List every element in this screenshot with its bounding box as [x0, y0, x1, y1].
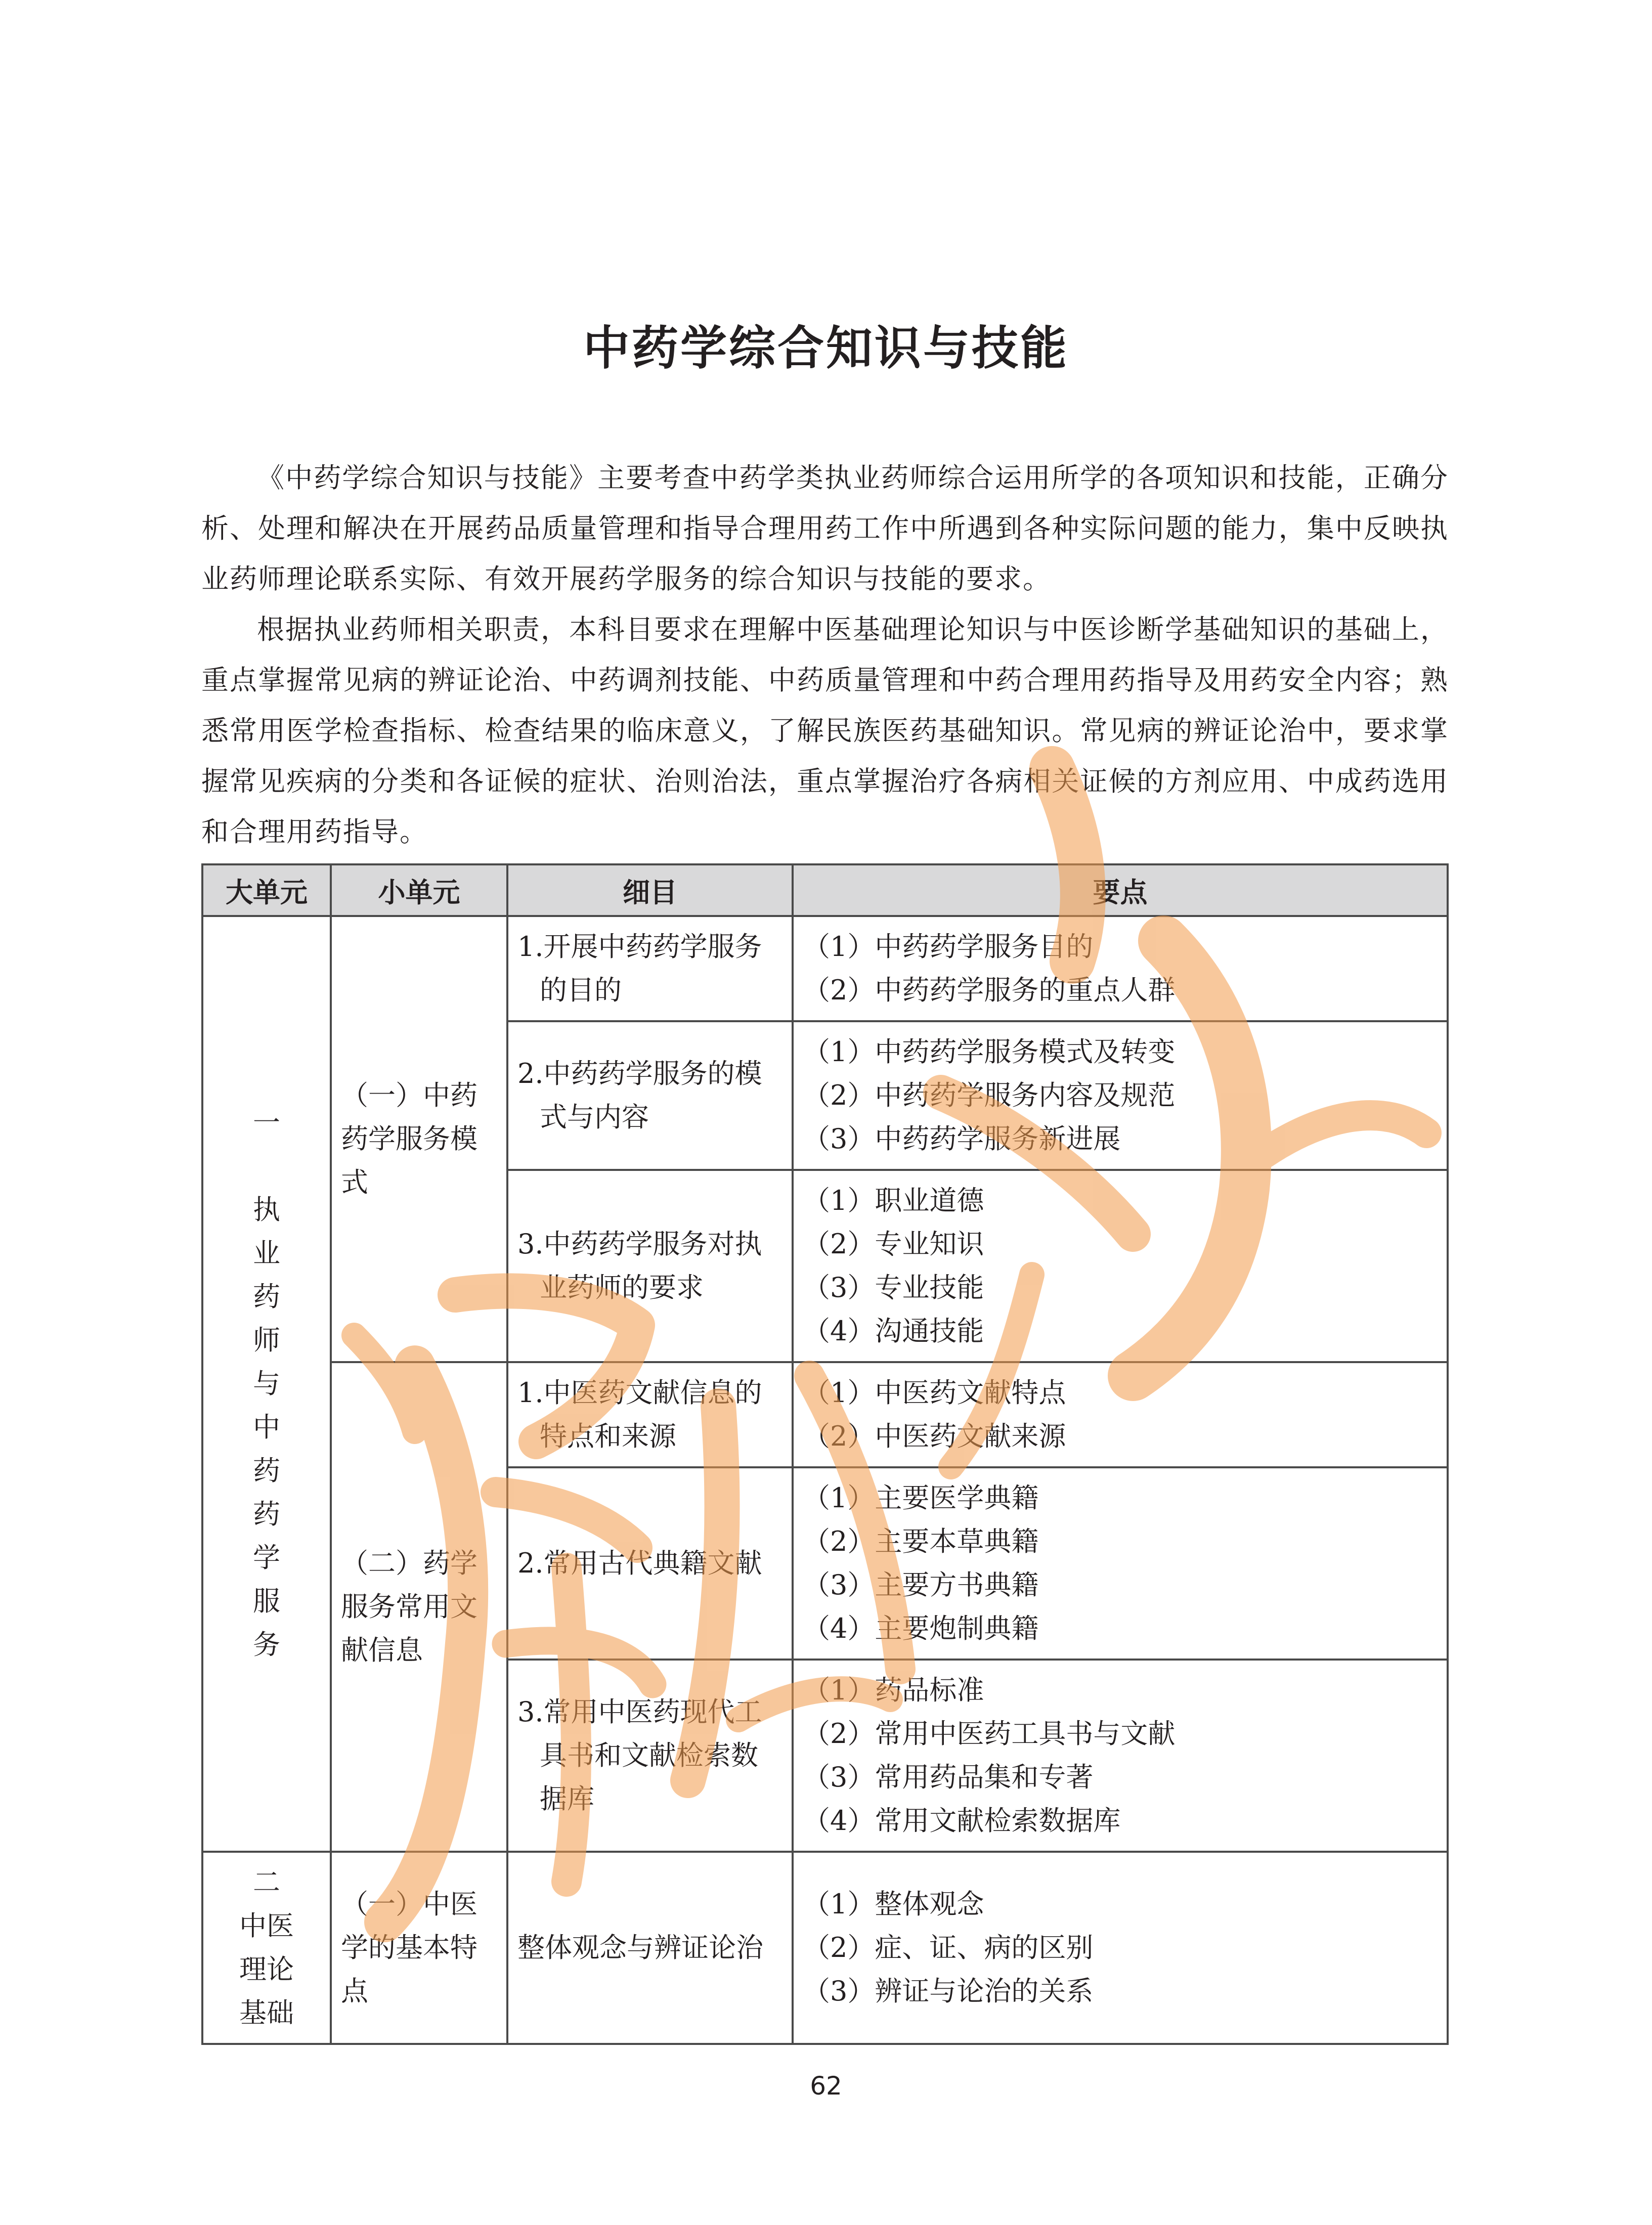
item-1-2-2: 2.常用古代典籍文献: [507, 1467, 793, 1660]
points-1-1-1: [793, 916, 1448, 1021]
point: （2）症、证、病的区别: [803, 1932, 1094, 1964]
point: （4）常用文献检索数据库: [803, 1805, 1121, 1837]
points-1-2-2: [793, 1467, 1448, 1660]
small-unit-2-1: （一）中医学的基本特点: [331, 1852, 507, 2044]
item-1-1-2: 2.中药药学服务的模式与内容: [507, 1021, 793, 1170]
item-1-1-3: 3.中药药学服务对执业药师的要求: [507, 1170, 793, 1362]
point: （2）中药药学服务的重点人群: [803, 974, 1176, 1006]
point: （1）主要医学典籍: [803, 1482, 1039, 1514]
header-small-unit: 小单元: [331, 864, 507, 916]
big-unit-2: 二 中医 理论 基础: [202, 1852, 331, 2044]
header-big-unit: 大单元: [202, 864, 331, 916]
intro-section: [201, 453, 1449, 857]
point: （2）主要本草典籍: [803, 1525, 1039, 1557]
point: （1）中药药学服务目的: [803, 931, 1094, 963]
point: （3）常用药品集和专著: [803, 1761, 1094, 1793]
page-title: 中药学综合知识与技能: [583, 321, 1069, 375]
point: （3）中药药学服务新进展: [803, 1123, 1121, 1155]
point: （1）药品标准: [803, 1674, 984, 1706]
points-1-1-2: [793, 1021, 1448, 1170]
point: （3）专业技能: [803, 1272, 984, 1303]
points-1-1-3: [793, 1170, 1448, 1362]
point: （2）专业知识: [803, 1228, 984, 1260]
point: （3）主要方书典籍: [803, 1569, 1039, 1601]
point: （3）辨证与论治的关系: [803, 1975, 1094, 2007]
point: （1）中药药学服务模式及转变: [803, 1036, 1176, 1068]
table-header-row: [202, 864, 1448, 916]
item-2-1-1: 整体观念与辨证论治: [507, 1852, 793, 2044]
table-row: [202, 916, 1448, 1021]
item-1-2-3: 3.常用中医药现代工具书和文献检索数据库: [507, 1660, 793, 1852]
point: （4）主要炮制典籍: [803, 1612, 1039, 1644]
syllabus-table: [201, 863, 1449, 2045]
page-number: 62: [810, 2071, 842, 2101]
small-unit-1-1: （一）中药药学服务模式: [331, 916, 507, 1362]
point: （1）中医药文献特点: [803, 1377, 1066, 1409]
point: （2）常用中医药工具书与文献: [803, 1718, 1176, 1750]
big-unit-1: 一 执 业 药 师 与 中 药 药 学 服 务: [202, 916, 331, 1852]
item-1-2-1: 1.中医药文献信息的特点和来源: [507, 1362, 793, 1467]
header-item: 细目: [507, 864, 793, 916]
points-1-2-1: [793, 1362, 1448, 1467]
points-2-1-1: [793, 1852, 1448, 2044]
table-row: [202, 1362, 1448, 1467]
intro-paragraph-1: 《中药学综合知识与技能》主要考查中药学类执业药师综合运用所学的各项知识和技能，正确分析、处理和解决在开展药品质量管理和指导合理用药工作中所遇到各种实际问题的能力，集中反映执业药师理论联系实际、有效开展药学服务的综合知识与技能的要求。: [201, 462, 1449, 595]
header-points: 要点: [793, 864, 1448, 916]
intro-paragraph-2: 根据执业药师相关职责，本科目要求在理解中医基础理论知识与中医诊断学基础知识的基础上，重点掌握常见病的辨证论治、中药调剂技能、中药质量管理和中药合理用药指导及用药安全内容；熟悉常用医学检查指标、检查结果的临床意义，了解民族医药基础知识。常见病的辨证论治中，要求掌握常见疾病的分类和各证候的症状、治则治法，重点掌握治疗各病相关证候的方剂应用、中成药选用和合理用药指导。: [201, 614, 1449, 848]
point: （1）整体观念: [803, 1888, 984, 1920]
point: （1）职业道德: [803, 1185, 984, 1216]
table-row: [202, 1852, 1448, 2044]
point: （2）中医药文献来源: [803, 1420, 1066, 1452]
item-1-1-1: 1.开展中药药学服务的目的: [507, 916, 793, 1021]
points-1-2-3: [793, 1660, 1448, 1852]
point: （4）沟通技能: [803, 1315, 984, 1347]
small-unit-1-2: （二）药学服务常用文献信息: [331, 1362, 507, 1852]
point: （2）中药药学服务内容及规范: [803, 1079, 1176, 1111]
